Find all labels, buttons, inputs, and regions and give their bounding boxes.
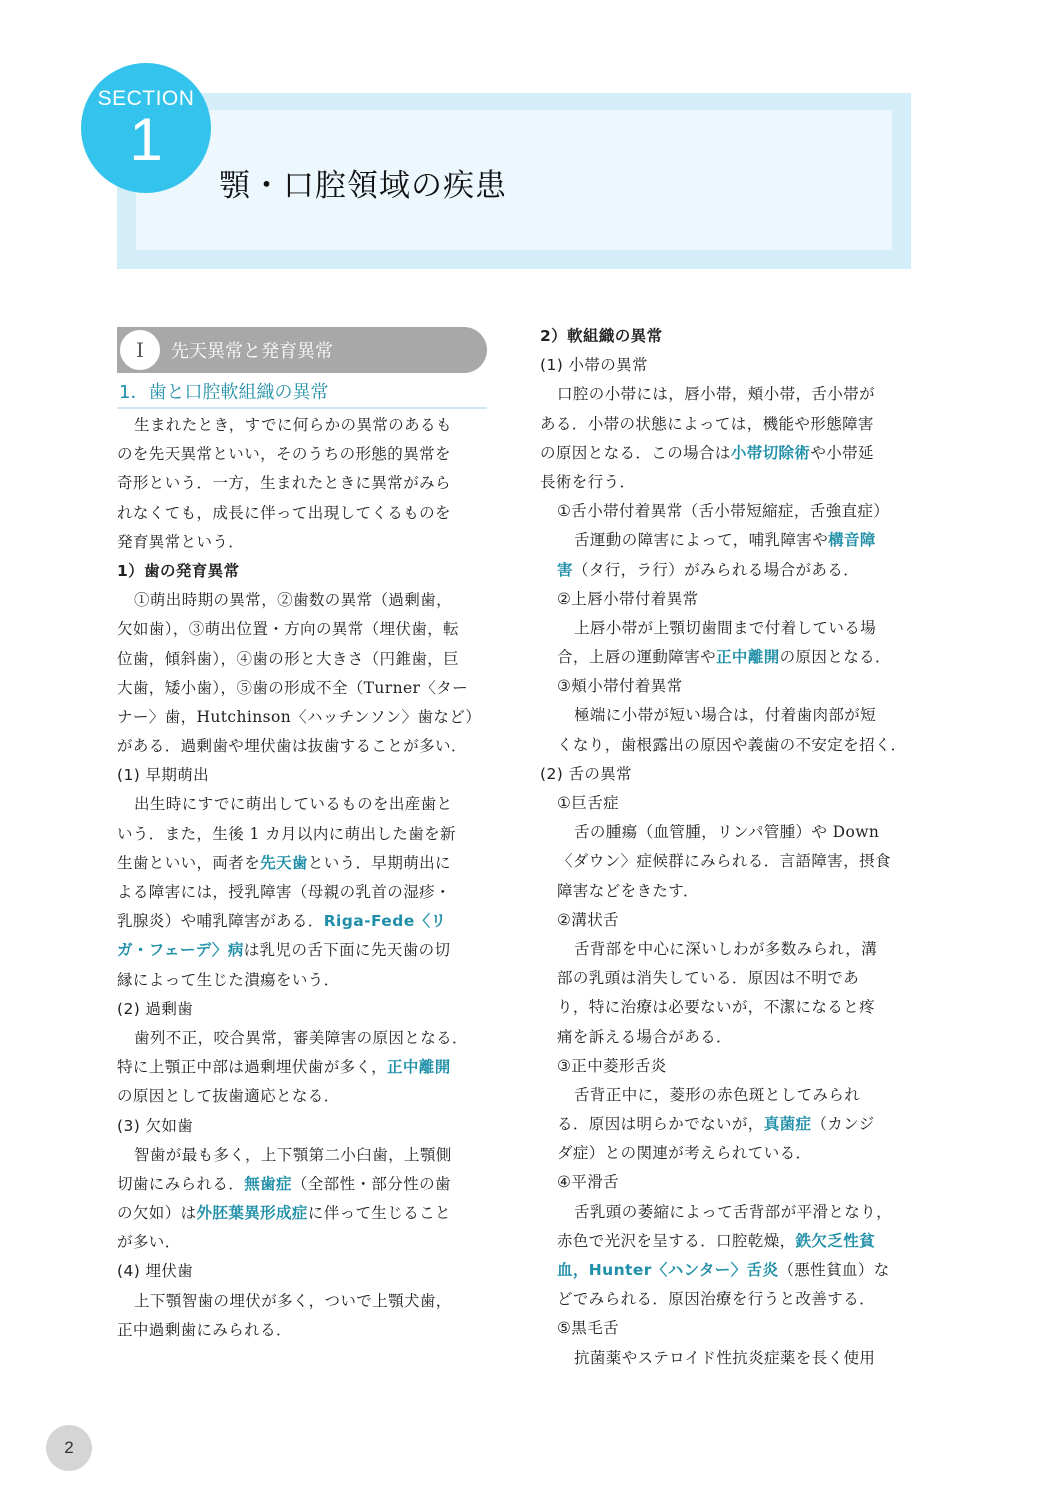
subheading: (3) 欠如歯 (117, 1116, 194, 1135)
text-line: どでみられる．原因治療を行うと改善する． (557, 1290, 876, 1309)
text-span: る．原因は明らかでないが， (557, 1115, 764, 1134)
text-line: 出生時にすでに萌出しているものを出産歯と (134, 795, 453, 814)
section-badge (81, 63, 211, 193)
left-column (117, 322, 487, 1345)
text-line: 上下顎智歯の埋伏が多く，ついで上顎犬歯， (134, 1291, 452, 1310)
subheading: ③正中菱形舌炎 (557, 1056, 667, 1075)
subheading: ①舌小帯付着異常（舌小帯短縮症，舌強直症） (557, 502, 890, 521)
text-line: ある．小帯の状態によっては，機能や形態障害 (540, 414, 874, 433)
text-line (117, 907, 487, 936)
text-span: の原因となる．この場合は (540, 443, 731, 462)
text-line: 縁によって生じた潰瘍をいう． (117, 970, 340, 989)
text-span: （全部性・部分性の歯 (291, 1174, 451, 1193)
subheading: (1) 早期萌出 (117, 766, 210, 785)
keyword: 血，Hunter〈ハンター〉舌炎 (557, 1261, 779, 1279)
keyword: 先天歯 (260, 853, 308, 872)
chapter-title: 先天異常と発育異常 (171, 341, 333, 362)
text-line (117, 1199, 487, 1228)
text-line (117, 849, 487, 878)
text-span: 乳腺炎）や哺乳障害がある． (117, 912, 324, 931)
text-line: 抗菌薬やステロイド性抗炎症薬を長く使用 (574, 1348, 876, 1367)
keyword: 小帯切除術 (730, 443, 811, 462)
text-span: の欠如）は (117, 1204, 197, 1223)
subheading: (2) 過剰歯 (117, 999, 194, 1018)
text-line (540, 1256, 912, 1285)
keyword: 正中離開 (387, 1058, 451, 1077)
text-span: の原因となる． (779, 648, 891, 667)
section-title: 顎・口腔領域の疾患 (219, 168, 507, 204)
text-span: 合，上唇の運動障害や (557, 648, 717, 667)
text-line: 〈ダウン〉症候群にみられる．言語障害，摂食 (557, 852, 891, 871)
subheading: ②上唇小帯付着異常 (557, 589, 699, 608)
text-span: （タ行，ラ行）がみられる場合がある． (572, 560, 860, 579)
text-span: 生歯といい，両者を (117, 853, 261, 872)
text-line: 奇形という．一方，生まれたときに異常がみら (117, 474, 451, 493)
text-line: 正中過剰歯にみられる． (117, 1320, 292, 1339)
section-number: 1 (129, 106, 163, 173)
text-line: 生まれたとき，すでに何らかの異常のあるも (134, 416, 452, 434)
keyword: ガ・フェーデ〉病 (117, 941, 244, 960)
text-line: 上唇小帯が上顎切歯間まで付着している場 (574, 618, 877, 637)
text-line: が多い． (117, 1233, 181, 1252)
heading-teeth-soft-tissue: 1．歯と口腔軟組織の異常 (117, 379, 487, 409)
text-line (540, 1227, 912, 1256)
text-line: 舌背正中に，菱形の赤色斑としてみられ (574, 1085, 861, 1104)
text-line: 舌乳頭の萎縮によって舌背部が平滑となり， (574, 1202, 893, 1221)
subheading: 2）軟組織の異常 (540, 327, 663, 345)
text-span: に伴って生じること (307, 1204, 451, 1223)
text-line: 大歯，矮小歯），⑤歯の形成不全（Turner〈ター (117, 678, 469, 697)
text-span: （カンジ (811, 1115, 875, 1134)
text-span: 赤色で光沢を呈する．口腔乾燥， (557, 1231, 796, 1250)
keyword: Riga-Fede〈リ (323, 912, 447, 931)
text-span: 特に上顎正中部は過剰埋伏歯が多く， (117, 1058, 387, 1077)
text-line: ナー〉歯，Hutchinson〈ハッチンソン〉歯など） (117, 707, 482, 726)
text-line (540, 526, 912, 555)
text-line: よる障害には，授乳障害（母親の乳首の湿疹・ (117, 883, 451, 901)
text-line: 舌の腫瘍（血管腫，リンパ管腫）や Down (574, 823, 880, 842)
keyword: 鉄欠乏性貧 (795, 1231, 876, 1250)
text-span: （悪性貧血）な (778, 1261, 890, 1279)
subheading: (2) 舌の異常 (540, 764, 633, 783)
keyword: 正中離開 (716, 648, 780, 667)
text-span: という．早期萌出に (307, 853, 451, 872)
text-line: 極端に小帯が短い場合は，付着歯肉部が短 (574, 706, 877, 725)
text-line (540, 439, 912, 468)
subheading: (1) 小帯の異常 (540, 356, 648, 375)
subheading: ④平滑舌 (557, 1173, 619, 1192)
text-line: くなり，歯根露出の原因や義歯の不安定を招く． (557, 735, 907, 754)
page-number: 2 (46, 1425, 92, 1471)
text-line: れなくても，成長に伴って出現してくるものを (117, 503, 451, 522)
subheading: ③頰小帯付着異常 (557, 677, 683, 696)
subheading: ②溝状舌 (557, 910, 619, 929)
subheading: ⑤黒毛舌 (557, 1319, 619, 1338)
text-line (540, 1110, 912, 1139)
text-line (117, 1053, 487, 1082)
text-line: り，特に治療は必要ないが，不潔になると疼 (557, 998, 876, 1017)
text-line: 障害などをきたす． (557, 881, 699, 900)
text-line: 部の乳頭は消失している．原因は不明であ (557, 969, 860, 988)
keyword: 構音障 (828, 531, 876, 550)
text-line: 智歯が最も多く，上下顎第二小臼歯，上顎側 (134, 1145, 452, 1164)
text-line (540, 643, 912, 672)
subheading: ①巨舌症 (557, 794, 619, 812)
text-line (117, 936, 487, 965)
keyword: 害 (557, 560, 573, 579)
text-line: のを先天異常といい，そのうちの形態的異常を (117, 445, 451, 464)
right-column (540, 322, 912, 1373)
keyword: 無歯症 (244, 1174, 292, 1193)
text-line: いう．また，生後 1 カ月以内に萌出した歯を新 (117, 824, 456, 843)
text-line: ダ症）との関連が考えられている． (557, 1144, 812, 1163)
text-span: 切歯にみられる． (117, 1174, 245, 1193)
text-span: や小帯延 (810, 443, 874, 462)
chapter-banner (117, 327, 487, 373)
text-line: 長術を行う． (540, 472, 636, 491)
text-line: がある．過剰歯や埋伏歯は抜歯することが多い． (117, 737, 467, 756)
subheading: 1）歯の発育異常 (117, 561, 240, 580)
text-line: 位歯，傾斜歯），④歯の形と大きさ（円錐歯，巨 (117, 649, 460, 668)
text-line: ①萌出時期の異常，②歯数の異常（過剰歯， (134, 591, 453, 610)
text-line: 口腔の小帯には，唇小帯，頰小帯，舌小帯が (557, 385, 876, 404)
text-line (540, 556, 912, 585)
text-line (117, 1170, 487, 1199)
text-line: 欠如歯），③萌出位置・方向の異常（埋伏歯，転 (117, 620, 460, 639)
text-line: 舌背部を中心に深いしわが多数みられ，溝 (574, 939, 878, 958)
section-label: SECTION (97, 87, 195, 110)
keyword: 外胚葉異形成症 (196, 1204, 308, 1223)
subheading: (4) 埋伏歯 (117, 1262, 194, 1281)
text-line: 痛を訴える場合がある． (557, 1027, 732, 1046)
text-line: の原因として抜歯適応となる． (117, 1087, 340, 1106)
text-span: 舌運動の障害によって，哺乳障害や (574, 531, 829, 550)
chapter-number: Ⅰ (117, 327, 163, 373)
text-line: 歯列不正，咬合異常，審美障害の原因となる． (134, 1028, 468, 1047)
keyword: 真菌症 (763, 1115, 812, 1134)
text-line: 発育異常という． (117, 532, 245, 551)
text-span: は乳児の舌下面に先天歯の切 (243, 941, 451, 960)
